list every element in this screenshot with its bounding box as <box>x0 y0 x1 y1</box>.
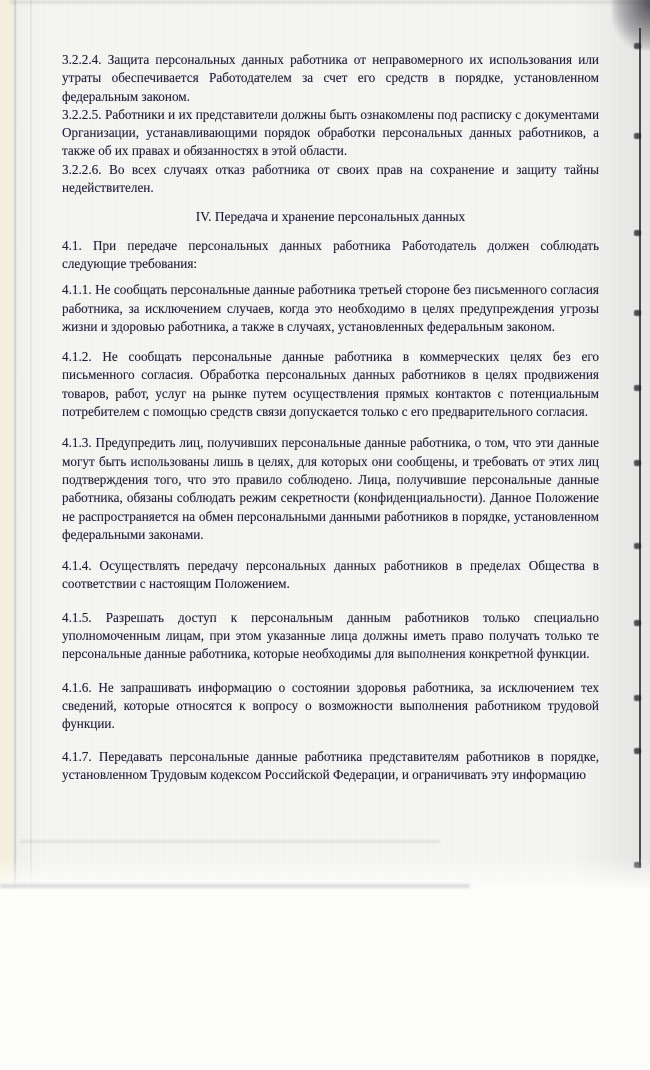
binding-hole-mark <box>634 748 641 754</box>
paragraph-4-1-3: 4.1.3. Предупредить лиц, получивших персональные данные работника, о том, что эти данные могут быть использованы лишь в целях, для которых они сообщены, и требовать от этих лиц подтверждения того, что это правило соблюдено. Лица, получившие персональные данные работника, обязаны соблюдать режим секретности (конфиденциальности). Данное Положение не распространяется на обмен персональными данными работников в порядке, установленном федеральными законами. <box>62 435 599 542</box>
page-fold-line <box>14 0 16 893</box>
scan-noise-streak <box>0 884 470 888</box>
paragraph-3-2-2-6: 3.2.2.6. Во всех случаях отказ работника от своих прав на сохранение и защиту тайны недействителен. <box>62 161 599 196</box>
binding-hole-mark <box>634 695 641 701</box>
paragraph-3-2-2-4: 3.2.2.4. Защита персональных данных работника от неправомерного их использования или утраты обеспечивается Работодателем за счет его средств в порядке, установленном федеральным законом. <box>62 52 599 104</box>
top-edge-shadow <box>10 0 650 4</box>
scan-noise-streak <box>20 840 440 843</box>
binding-hole-mark <box>634 133 641 139</box>
binding-hole-mark <box>634 620 641 626</box>
scan-bottom-fade <box>0 858 650 895</box>
paragraph-4-1-7: 4.1.7. Передавать персональные данные работника представителям работников в порядке, установленном Трудовым кодексом Российской Федерации, и ограничивать эту информацию <box>62 748 599 782</box>
binding-hole-mark <box>634 230 641 236</box>
binding-hole-mark <box>634 385 641 391</box>
section-heading: IV. Передача и хранение персональных данных <box>195 209 466 225</box>
document-body <box>62 51 599 784</box>
paper-streak <box>30 0 32 893</box>
paragraph-3-2-2-5: 3.2.2.5. Работники и их представители должны быть ознакомлены под расписку с документами Организации, устанавливающими порядок обработки персональных данных работников, а также об их правах и обязанностях в этой области. <box>62 106 599 159</box>
paragraph-4-1-1: 4.1.1. Не сообщать персональные данные работника третьей стороне без письменного согласия работника, за исключением случаев, когда это необходимо в целях предупреждения угрозы жизни и здоровью работника, а также в случаях, установленных федеральным законом. <box>62 282 599 334</box>
binding-hole-mark <box>634 460 641 466</box>
paragraph-4-1-6: 4.1.6. Не запрашивать информацию о состоянии здоровья работника, за исключением тех сведений, которые относятся к вопросу о возможности выполнения работником трудовой функции. <box>62 679 599 732</box>
paragraph-4-1-4: 4.1.4. Осуществлять передачу персональных данных работников в пределах Общества в соответствии с настоящим Положением. <box>62 558 599 592</box>
scan-corner-smudge <box>612 0 650 50</box>
paragraph-4-1: 4.1. При передаче персональных данных работника Работодатель должен соблюдать следующие требования: <box>62 237 599 271</box>
paragraph-4-1-2: 4.1.2. Не сообщать персональные данные работника в коммерческих целях без его письменного согласия. Обработка персональных данных работников в целях продвижения товаров, работ, услуг на рынке путем осуществления прямых контактов с потенциальным потребителем с помощью средств связи допускается только с его предварительного согласия. <box>62 349 599 420</box>
binding-hole-mark <box>634 543 641 549</box>
paragraph-4-1-5: 4.1.5. Разрешать доступ к персональным данным работников только специально уполномоченным лицам, при этом указанные лица должны иметь право получать только те персональные данные работника, которые необходимы для выполнения конкретной функции. <box>62 609 599 662</box>
binding-hole-mark <box>634 43 641 49</box>
scan-edge-line <box>639 28 641 868</box>
left-margin-strip <box>0 0 13 895</box>
binding-hole-mark <box>634 310 641 316</box>
